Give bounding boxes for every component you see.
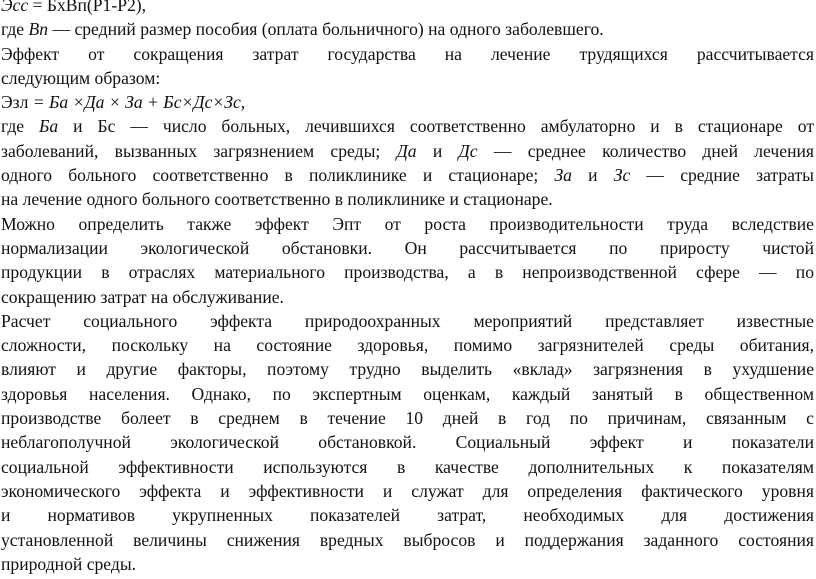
paragraph-social-line-3: влияют и другие факторы, поэтому трудно выделить «вклад» загрязнения в ухудшение [1, 359, 814, 380]
conjunction: и [571, 165, 614, 186]
var-da: Да [396, 140, 417, 161]
definition-list-line-2 [1, 139, 814, 163]
where-prefix: где [1, 19, 29, 40]
var-za: За [554, 165, 572, 186]
conjunction: и [416, 140, 459, 161]
paragraph-social-line-11: природной среды. [1, 553, 137, 574]
definition-text: заболеваний, вызванных загрязнением среды; [1, 140, 397, 161]
paragraph-effect-line-1: Эффект от сокращения затрат государства на лечение трудящихся рассчитывается [1, 43, 814, 64]
formula-social-effect [1, 0, 814, 17]
definition-text: — среднее количество дней лечения [477, 140, 814, 161]
paragraph-productivity-line-1: Можно определить также эффект Эпт от роста производительности труда вследствие [1, 213, 814, 234]
definition-text: — средние затраты [630, 165, 814, 186]
formula-esc-rhs: = БхВп(Р1-Р2), [28, 0, 147, 15]
definition-vp [1, 17, 814, 41]
definition-list-line-3 [1, 163, 814, 187]
var-ds: Дс [458, 140, 478, 161]
var-vp: Вп [28, 19, 49, 40]
var-esc: Эсс [1, 0, 29, 15]
paragraph-productivity-line-3: продукции в отраслях материального производства, а в непроизводственной сфере — по [1, 262, 814, 283]
definition-list-line-1 [1, 114, 814, 138]
paragraph-social-line-7: социальной эффективности используются в качестве дополнительных к показателям [1, 456, 814, 477]
paragraph-social-line-6: неблагополучной экологической обстановкой. Социальный эффект и показатели [1, 432, 814, 453]
definition-list-line-4: на лечение одного больного соответственно в поликлинике и стационаре. [1, 189, 553, 210]
formula-treatment-savings [1, 90, 814, 114]
paragraph-effect-line-2: следующим образом: [1, 67, 161, 88]
paragraph-social-line-5: производстве болеет в среднем в течение 10 дней в год по причинам, связанным с [1, 408, 814, 429]
paragraph-social-line-2: сложности, поскольку на состояние здоровья, помимо загрязнителей среды обитания, [1, 335, 814, 356]
paragraph-productivity-line-4: сокращению затрат на обслуживание. [1, 286, 284, 307]
definition-text: — число больных, лечившихся соответственно амбулаторно и в стационаре от [115, 116, 815, 137]
formula-ezl-rhs: = Ба ×Да × За + Бс×Дс×Зс, [28, 92, 246, 113]
definition-vp-text: — средний размер пособия (оплата больничного) на одного заболевшего. [48, 19, 604, 40]
var-ezl: Эзл [1, 92, 29, 113]
paragraph-social-line-1: Расчет социального эффекта природоохранных мероприятий представляет известные [1, 310, 814, 331]
var-zs: Зс [613, 165, 631, 186]
where-prefix: где [1, 116, 40, 137]
paragraph-social-line-9: и нормативов укрупненных показателей затрат, необходимых для достижения [1, 505, 814, 526]
paragraph-social-line-4: здоровья населения. Однако, по экспертным оценкам, каждый занятый в общественном [1, 383, 814, 404]
conjunction: и [58, 116, 98, 137]
definition-text: одного больного соответственно в поликлинике и стационаре; [1, 165, 555, 186]
var-bs: Бс [97, 116, 116, 137]
paragraph-social-line-10: установленной величины снижения вредных выбросов и поддержания заданного состояния [1, 529, 814, 550]
paragraph-social-line-8: экономического эффекта и эффективности и служат для определения фактического уровня [1, 480, 814, 501]
var-ba: Ба [39, 116, 59, 137]
paragraph-productivity-line-2: нормализации экологической обстановки. Он рассчитывается по приросту чистой [1, 237, 814, 258]
